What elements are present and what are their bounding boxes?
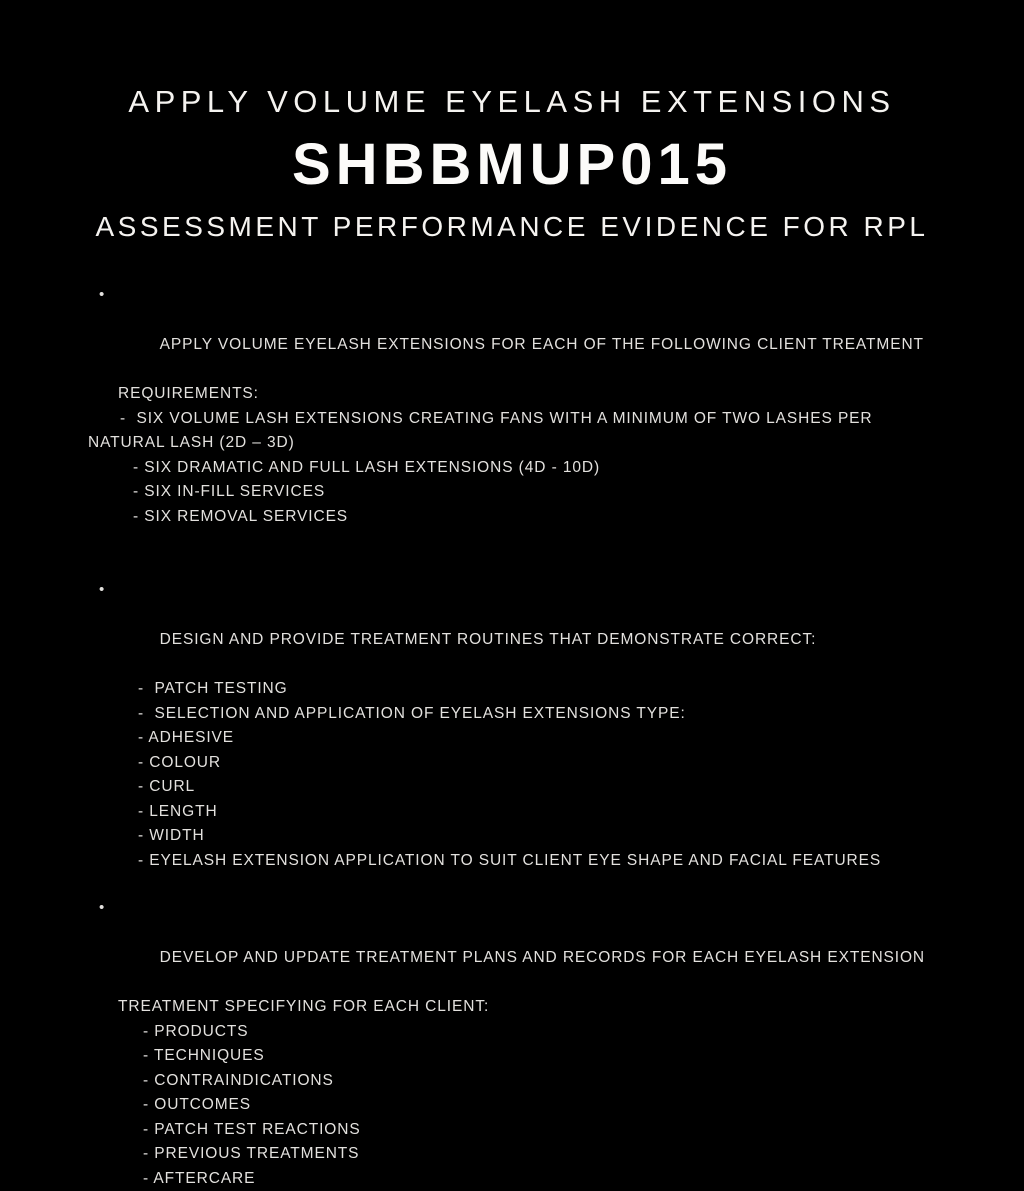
sub-list-item: - PREVIOUS TREATMENTS: [143, 1142, 964, 1167]
sub-list-item: - WIDTH: [138, 824, 964, 849]
list-item-text: APPLY VOLUME EYELASH EXTENSIONS FOR EACH OF THE FOLLOWING CLIENT TREATMENT: [160, 336, 924, 353]
sub-list-item: - SIX REMOVAL SERVICES: [133, 505, 964, 530]
list-item-text: DESIGN AND PROVIDE TREATMENT ROUTINES THAT DEMONSTRATE CORRECT:: [160, 631, 817, 648]
sub-list-item: - AFTERCARE: [143, 1167, 964, 1191]
list-item-text: TREATMENT SPECIFYING FOR EACH CLIENT:: [88, 995, 964, 1020]
bullet-icon: •: [99, 283, 105, 308]
sub-list-item: - SIX DRAMATIC AND FULL LASH EXTENSIONS (4D - 10D): [133, 456, 964, 481]
page-title: APPLY VOLUME EYELASH EXTENSIONS: [0, 84, 1024, 120]
list-item: [88, 579, 964, 677]
sub-list-item: - CURL: [138, 775, 964, 800]
list-item-text: DEVELOP AND UPDATE TREATMENT PLANS AND RECORDS FOR EACH EYELASH EXTENSION: [160, 949, 925, 966]
list-item-text: REQUIREMENTS:: [88, 382, 964, 407]
sub-list-item: - LENGTH: [138, 800, 964, 825]
sub-list-item: - COLOUR: [138, 751, 964, 776]
section-treatment-plans: [88, 897, 964, 1191]
sub-list-item: - SELECTION AND APPLICATION OF EYELASH EXTENSIONS TYPE:: [138, 702, 964, 727]
list-item: [88, 284, 964, 382]
sub-list-item: - PATCH TESTING: [138, 677, 964, 702]
unit-code: SHBBMUP015: [0, 131, 1024, 198]
page-subtitle: ASSESSMENT PERFORMANCE EVIDENCE FOR RPL: [0, 211, 1024, 243]
assessment-evidence-list: [88, 284, 964, 1191]
sub-list-item: NATURAL LASH (2D – 3D): [88, 431, 964, 456]
sub-list-item: - SIX IN-FILL SERVICES: [133, 480, 964, 505]
section-client-treatments: [88, 284, 964, 529]
sub-list-item: - OUTCOMES: [143, 1093, 964, 1118]
sub-list-item: - SIX VOLUME LASH EXTENSIONS CREATING FANS WITH A MINIMUM OF TWO LASHES PER: [120, 407, 964, 432]
sub-list-item: - EYELASH EXTENSION APPLICATION TO SUIT CLIENT EYE SHAPE AND FACIAL FEATURES: [138, 849, 964, 874]
sub-list-item: - PATCH TEST REACTIONS: [143, 1118, 964, 1143]
bullet-icon: •: [99, 578, 105, 603]
sub-list-item: - PRODUCTS: [143, 1020, 964, 1045]
sub-list-item: - CONTRAINDICATIONS: [143, 1069, 964, 1094]
list-item: [88, 897, 964, 995]
section-treatment-routines: [88, 579, 964, 873]
sub-list-item: - ADHESIVE: [138, 726, 964, 751]
bullet-icon: •: [99, 896, 105, 921]
sub-list-item: - TECHNIQUES: [143, 1044, 964, 1069]
